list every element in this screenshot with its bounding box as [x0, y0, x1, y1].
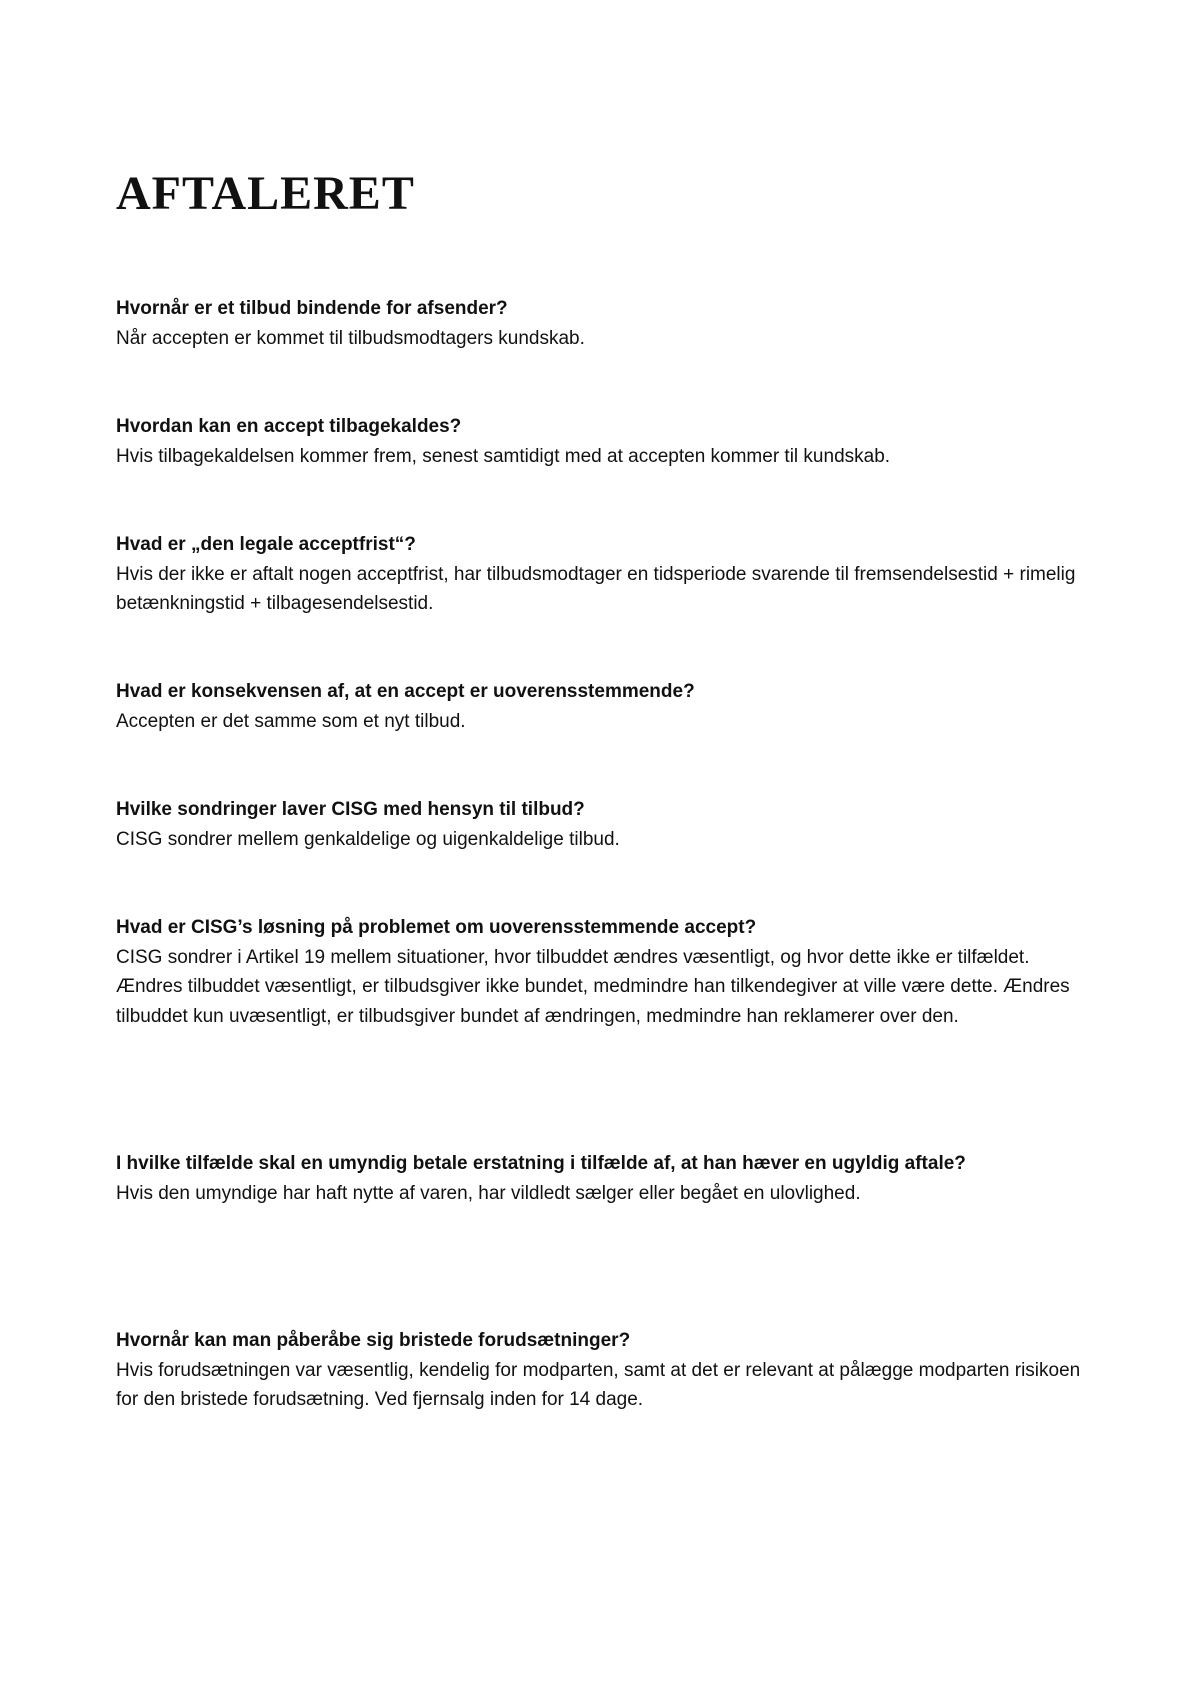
question-7: I hvilke tilfælde skal en umyndig betale erstatning i tilfælde af, at han hæver en ugyldig aftale?	[116, 1153, 966, 1174]
question-8: Hvornår kan man påberåbe sig bristede forudsætninger?	[116, 1330, 631, 1351]
question-5: Hvilke sondringer laver CISG med hensyn til tilbud?	[116, 799, 585, 820]
qa-block-7	[116, 1149, 1096, 1208]
answer-3: Hvis der ikke er aftalt nogen acceptfrist, har tilbudsmodtager en tidsperiode svarende til fremsendelsestid + rimelig betænkningstid + tilbagesendelsestid.	[116, 563, 1076, 614]
question-6: Hvad er CISG’s løsning på problemet om uoverensstemmende accept?	[116, 917, 757, 938]
answer-2: Hvis tilbagekaldelsen kommer frem, senest samtidigt med at accepten kommer til kundskab.	[116, 445, 891, 467]
answer-8: Hvis forudsætningen var væsentlig, kendelig for modparten, samt at det er relevant at pålægge modparten risikoen for den bristede forudsætning. Ved fjernsalg inden for 14 dage.	[116, 1359, 1081, 1410]
qa-block-8	[116, 1326, 1096, 1415]
qa-block-5	[116, 795, 1096, 854]
qa-block-4	[116, 677, 1096, 736]
answer-6: CISG sondrer i Artikel 19 mellem situationer, hvor tilbuddet ændres væsentligt, og hvor dette ikke er tilfældet. Ændres tilbuddet væsentligt, er tilbudsgiver ikke bundet, medmindre han tilkendegiver at ville være dette. Ændres tilbuddet kun uvæsentligt, er tilbudsgiver bundet af ændringen, medmindre han reklamerer over den.	[116, 946, 1070, 1027]
answer-4: Accepten er det samme som et nyt tilbud.	[116, 710, 466, 732]
document-title: AFTALERET	[116, 167, 415, 220]
qa-block-3	[116, 530, 1096, 619]
qa-block-2	[116, 412, 1096, 471]
answer-7: Hvis den umyndige har haft nytte af varen, har vildledt sælger eller begået en ulovlighed.	[116, 1182, 861, 1204]
answer-5: CISG sondrer mellem genkaldelige og uigenkaldelige tilbud.	[116, 828, 620, 850]
answer-1: Når accepten er kommet til tilbudsmodtagers kundskab.	[116, 327, 585, 349]
question-1: Hvornår er et tilbud bindende for afsender?	[116, 298, 508, 319]
qa-block-1	[116, 294, 1096, 353]
question-3: Hvad er „den legale acceptfrist“?	[116, 534, 416, 555]
qa-block-6	[116, 913, 1096, 1031]
question-4: Hvad er konsekvensen af, at en accept er uoverensstemmende?	[116, 681, 695, 702]
question-2: Hvordan kan en accept tilbagekaldes?	[116, 416, 462, 437]
